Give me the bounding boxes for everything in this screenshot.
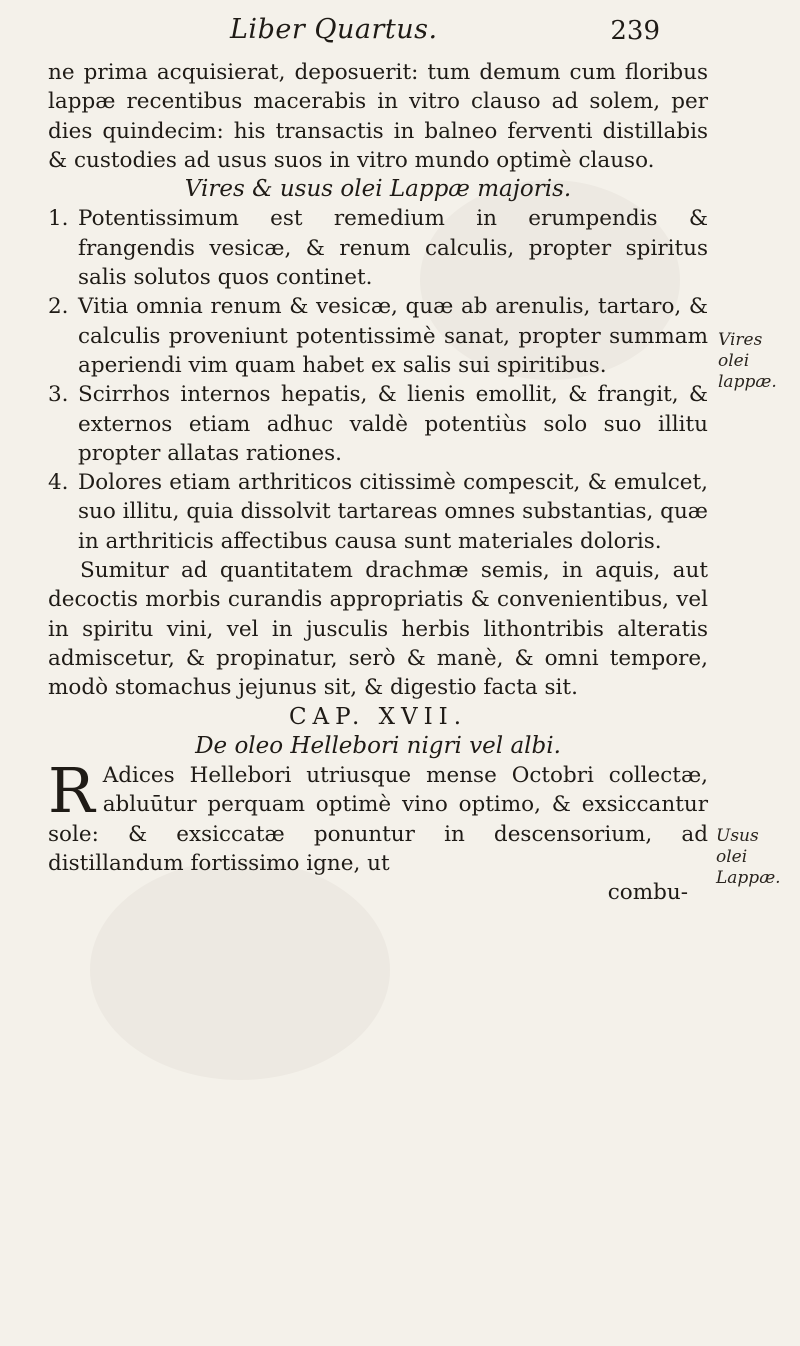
section-heading: Vires & usus olei Lappæ majoris. [184, 176, 572, 203]
running-head: Liber Quartus. [230, 14, 438, 45]
item-number: 2. [48, 294, 69, 320]
drop-cap: R [48, 754, 95, 828]
page-body [48, 58, 708, 908]
dosage-paragraph: Sumitur ad quantitatem drachmæ semis, in aquis, aut decoctis morbis curandis appropriatis & convenientibus, vel in spiritu vini, vel in jusculis herbis lithontribis alteratis admiscetur, & propinatur, serò & manè, & omni tempore, modò stomachus jejunus sit, & digestio facta sit. [48, 558, 708, 701]
chapter-paragraph-text: Adices Hellebori utriusque mense Octobri collectæ, abluūtur perquam optimè vino optimo, & exsiccantur sole: & exsiccatæ ponuntur in descensorium, ad distillandum fortissimo igne, ut [48, 763, 708, 877]
list-item [48, 292, 708, 380]
chapter-paragraph [48, 754, 708, 878]
catchword: combu- [607, 880, 688, 906]
margin-note-vires: Vires olei lappæ. [718, 330, 777, 392]
list-item [48, 204, 708, 292]
page-number: 239 [610, 16, 660, 46]
chapter-heading: De oleo Hellebori nigri vel albi. [195, 732, 561, 759]
item-number: 4. [48, 470, 69, 496]
item-number: 3. [48, 382, 69, 408]
list-item [48, 468, 708, 556]
item-number: 1. [48, 206, 69, 232]
item-text: Dolores etiam arthriticos citissimè compescit, & emulcet, suo illitu, quia dissolvit tartareas omnes substantias, quæ in arthriticis affectibus causa sunt materiales doloris. [78, 470, 708, 554]
item-text: Vitia omnia renum & vesicæ, quæ ab arenulis, tartaro, & calculis proveniunt potentissimè sanat, propter summam aperiendi vim quam habet ex salis sui spiritibus. [78, 294, 708, 378]
page-header [230, 14, 660, 54]
margin-note-usus: Usus olei Lappæ. [716, 826, 781, 888]
item-text: Potentissimum est remedium in erumpendis & frangendis vesicæ, & renum calculis, propter spiritus salis solutos quos continet. [78, 206, 708, 291]
intro-paragraph: ne prima acquisierat, deposuerit: tum demum cum floribus lappæ recentibus macerabis in vitro clauso ad solem, per dies quindecim: his transactis in balneo ferventi distillabis & custodies ad usus suos in vitro mundo optimè clauso. [48, 60, 708, 173]
list-item [48, 380, 708, 468]
chapter-title: CAP. XVII. [288, 703, 468, 730]
item-text: Scirrhos internos hepatis, & lienis emollit, & frangit, & externos etiam adhuc valdè potentiùs solo suo illitu propter allatas rationes. [78, 382, 708, 466]
